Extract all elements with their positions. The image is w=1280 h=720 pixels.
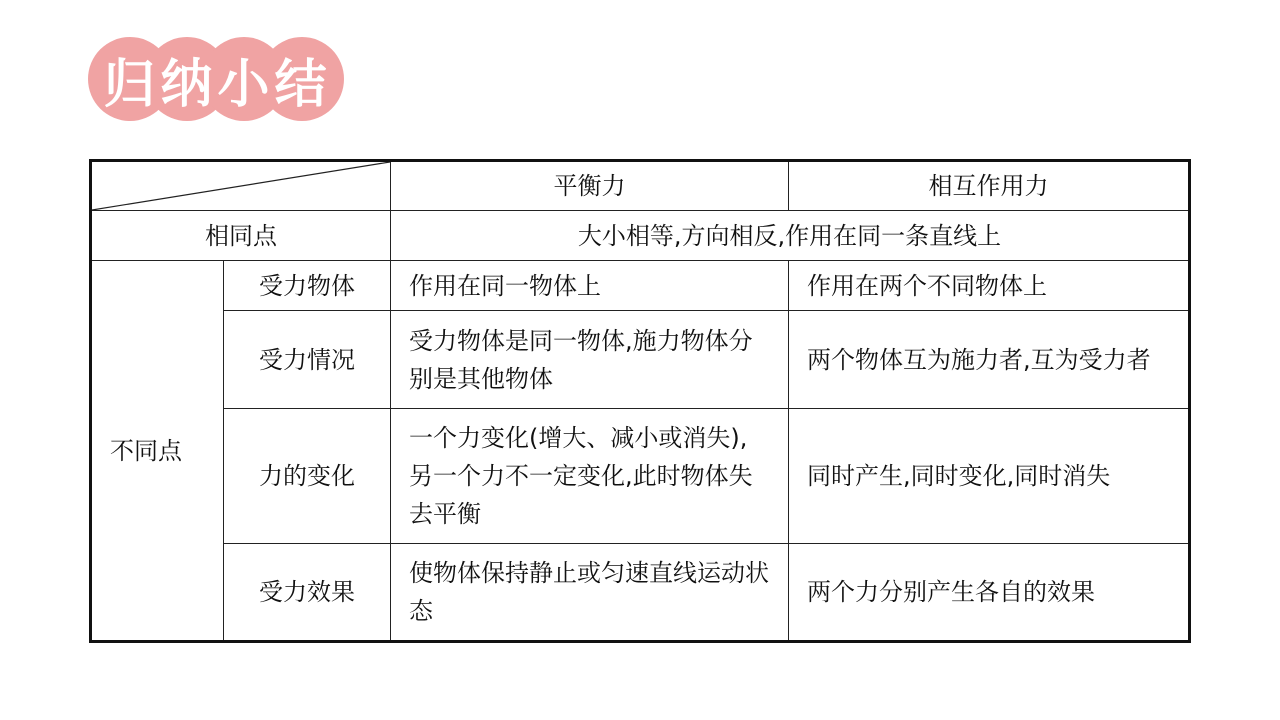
interaction-cell: 两个力分别产生各自的效果 [789,544,1190,642]
badge-char: 归 [103,54,158,115]
same-value: 大小相等,方向相反,作用在同一条直线上 [391,211,1190,261]
interaction-cell: 作用在两个不同物体上 [789,261,1190,311]
badge-char: 纳 [160,54,215,115]
col-header-balance: 平衡力 [391,161,789,211]
col-header-interaction: 相互作用力 [789,161,1190,211]
aspect-label: 力的变化 [224,409,391,544]
same-label: 相同点 [91,211,391,261]
interaction-cell: 两个物体互为施力者,互为受力者 [789,311,1190,409]
badge-char: 结 [274,54,329,115]
same-row [91,211,1190,261]
balance-cell: 使物体保持静止或匀速直线运动状态 [391,544,789,642]
aspect-label: 受力情况 [224,311,391,409]
table-row [91,261,1190,311]
aspect-label: 受力物体 [224,261,391,311]
interaction-cell: 同时产生,同时变化,同时消失 [789,409,1190,544]
balance-cell: 一个力变化(增大、减小或消失),另一个力不一定变化,此时物体失去平衡 [391,409,789,544]
comparison-table [89,159,1191,643]
table-row [91,311,1190,409]
balance-cell: 作用在同一物体上 [391,261,789,311]
table-header-row [91,161,1190,211]
section-badge [88,37,344,121]
badge-char: 小 [217,54,272,115]
table-row [91,544,1190,642]
aspect-label: 受力效果 [224,544,391,642]
diagonal-line [92,162,390,210]
diff-label: 不同点 [91,261,224,642]
corner-cell [91,161,391,211]
badge-title [88,37,344,121]
table-row [91,409,1190,544]
balance-cell: 受力物体是同一物体,施力物体分别是其他物体 [391,311,789,409]
